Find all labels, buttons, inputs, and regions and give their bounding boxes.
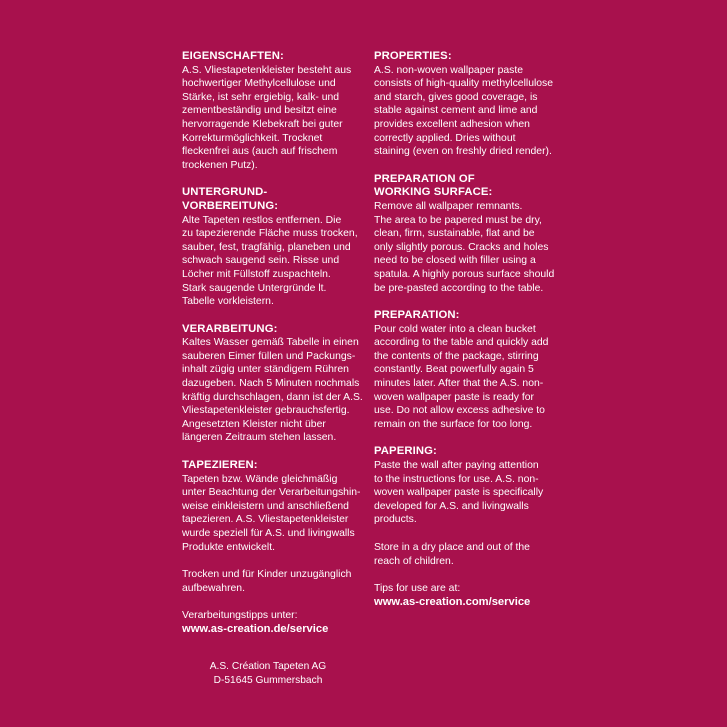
tips-label-en: Tips for use are at: (374, 583, 461, 595)
text-untergrund: Alte Tapeten restlos entfernen. Die zu tapezierende Fläche muss trocken, sauber, fest, tragfähig, planeben und schwach saugend sein. Risse und Löcher mit Füllstoff zuspachteln. Stark saugende Untergründe lt. Tabelle vorkleistern. (182, 214, 358, 308)
company-address: D-51645 Gummersbach (213, 674, 323, 686)
heading-untergrund: UNTERGRUND- VORBEREITUNG: (182, 186, 279, 212)
section-preparation (374, 309, 564, 431)
company-name: A.S. Création Tapeten AG (209, 661, 327, 672)
section-properties (374, 50, 564, 159)
section-papering (374, 445, 564, 609)
text-storage-en: Store in a dry place and out of the reach of children. (374, 542, 530, 567)
heading-preparation: PREPARATION: (374, 309, 460, 322)
text-properties: A.S. non-woven wallpaper paste consists of high-quality methylcellulose and starch, gives good coverage, is stable against cement and lime and provides excellent adhesion when correctly applied. Dries without staining (even on freshly dried render). (374, 64, 554, 158)
heading-verarbeitung: VERARBEITUNG: (182, 322, 278, 335)
heading-eigenschaften: EIGENSCHAFTEN: (182, 50, 284, 62)
service-link-en[interactable]: www.as-creation.com/service (374, 595, 531, 608)
text-preparation: Pour cold water into a clean bucket according to the table and quickly add the contents of the package, stirring constantly. Beat powerfully again 5 minutes later. After that the A.S. non- woven wallpaper paste is ready for use. Do not allow excess adhesive to remain on the surface for too long. (374, 323, 549, 430)
section-tapezieren (182, 459, 364, 637)
text-papering: Paste the wall after paying attention to the instructions for use. A.S. non- woven wallpaper paste is specifically developed for A.S. and livingwalls products. (374, 460, 544, 526)
heading-papering: PAPERING: (374, 445, 437, 458)
text-verarbeitung: Kaltes Wasser gemäß Tabelle in einen sauberen Eimer füllen und Packungs- inhalt zügig unter ständigem Rühren dazugeben. Nach 5 Minuten nochmals kräftig durchschlagen, dann ist der A.S. Vliestapetenkleister gebrauchsfertig. Angesetzten Kleister nicht über längeren Zeitraum stehen lassen. (182, 337, 363, 444)
text-tapezieren: Tapeten bzw. Wände gleichmäßig unter Beachtung der Verarbeitungshin- weise einkleistern und anschließend tapezieren. A.S. Vliestapetenkleister wurde speziell für A.S. und livingwalls Produkte entwickelt. (182, 473, 361, 553)
service-link-de[interactable]: www.as-creation.de/service (182, 622, 329, 635)
heading-tapezieren: TAPEZIEREN: (182, 459, 258, 472)
german-column (182, 50, 364, 651)
text-eigenschaften: A.S. Vliestapetenkleister besteht aus hochwertiger Methylcellulose und Stärke, ist sehr ergiebig, kalk- und zementbeständig und besitzt eine hervorragende Klebekraft bei guter Korrekturmöglichkeit. Trocknet fleckenfrei aus (auch auf frischem trockenen Putz). (182, 64, 352, 171)
text-storage-de: Trocken und für Kinder unzugänglich aufbewahren. (182, 569, 352, 594)
heading-working-surface: PREPARATION OF WORKING SURFACE: (374, 172, 493, 199)
tips-label-de: Verarbeitungstipps unter: (182, 610, 298, 622)
english-column (374, 50, 564, 623)
section-verarbeitung (182, 323, 364, 445)
heading-properties: PROPERTIES: (374, 50, 452, 62)
company-footer (182, 660, 354, 687)
section-untergrund (182, 186, 364, 308)
section-working-surface (374, 173, 564, 295)
text-working-surface: Remove all wallpaper remnants. The area to be papered must be dry, clean, firm, sustainable, flat and be only slightly porous. Cracks and holes need to be closed with filler using a spatula. A highly porous surface should be pre-pasted according to the table. (374, 200, 555, 294)
section-eigenschaften (182, 50, 364, 172)
